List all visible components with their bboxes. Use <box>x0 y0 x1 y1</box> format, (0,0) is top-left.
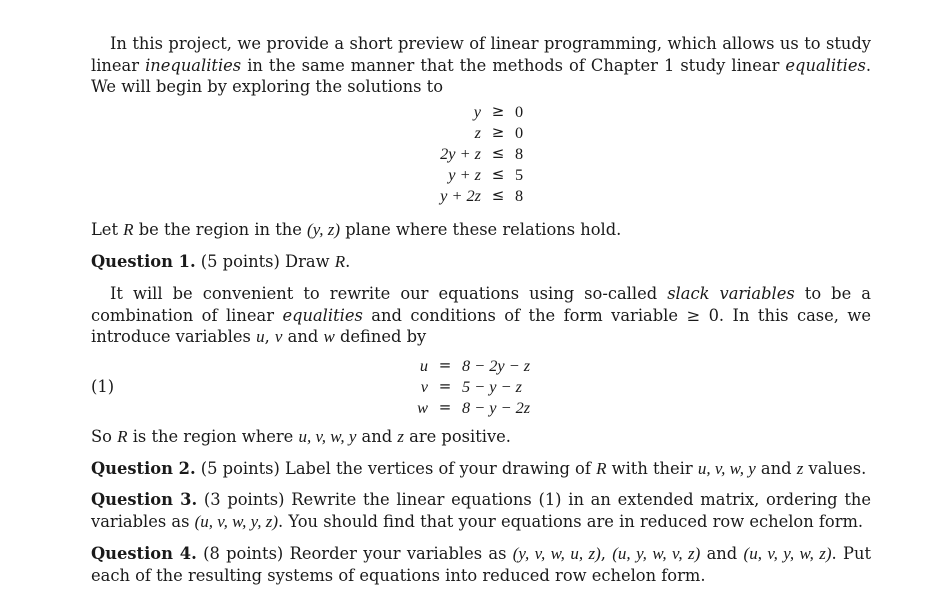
slack-text-5: defined by <box>334 327 427 347</box>
question-3-text-1: (3 points) Rewrite the linear equations (1) in an extended matrix, ordering the variables as <box>91 490 871 531</box>
question-3 <box>91 489 871 532</box>
plane-symbol: (y, z) <box>307 220 341 239</box>
region-text-3: plane where these relations hold. <box>340 220 622 239</box>
equation-lhs: v <box>420 377 428 396</box>
slack-em-term: slack variables <box>667 284 795 303</box>
question-2-text-2: with their <box>606 459 698 478</box>
inequality-row <box>414 122 523 143</box>
positive-condition <box>91 426 871 448</box>
equation-rhs: 8 − 2y − z <box>462 356 531 375</box>
var-u: u <box>256 327 265 347</box>
equation-relation: = <box>438 356 452 374</box>
positive-vars: u, v, w, y <box>298 427 357 446</box>
inequality-rhs: 0 <box>515 102 524 121</box>
intro-text-1: In this project, we provide a short preview of linear programming, which allows us to study linear <box>91 34 871 75</box>
inequality-lhs: z <box>474 123 481 142</box>
slack-text-2: to be a combination of linear <box>91 284 871 325</box>
slack-text-1: It will be convenient to rewrite our equations using so-called <box>110 284 668 303</box>
question-2-var-z: z <box>796 459 804 478</box>
question-2-vars: u, v, w, y <box>697 459 756 478</box>
equation-relation: = <box>438 398 452 416</box>
var-v: v <box>274 327 283 347</box>
intro-em-equalities: equalities <box>785 55 866 75</box>
question-2-region-symbol: R <box>596 459 607 478</box>
region-text-2: be the region in the <box>133 220 308 239</box>
region-definition <box>91 219 871 241</box>
slack-equation-system <box>406 355 530 418</box>
inequality-row <box>414 143 523 164</box>
inequality-row <box>414 185 523 206</box>
question-4 <box>91 543 871 586</box>
question-4-text-2: and <box>700 544 744 563</box>
question-1-text: (5 points) Draw <box>195 252 335 271</box>
var-w: w <box>323 327 335 347</box>
equation-rhs: 5 − y − z <box>462 377 522 396</box>
equation-lhs: w <box>417 398 428 417</box>
inequality-relation: ≥ <box>491 123 505 141</box>
inequality-relation: ≤ <box>491 186 505 204</box>
question-2-text-3: and <box>755 459 797 478</box>
positive-region-symbol: R <box>117 427 128 446</box>
inequality-relation: ≥ <box>491 102 505 120</box>
inequality-row <box>414 101 523 122</box>
intro-paragraph <box>91 33 871 98</box>
slack-paragraph <box>91 283 871 348</box>
inequality-relation: ≤ <box>491 144 505 162</box>
inequality-rhs: 8 <box>515 186 524 205</box>
question-3-label: Question 3. <box>91 490 198 509</box>
positive-text-3: and <box>356 427 398 446</box>
question-4-order-1: (y, v, w, u, z) <box>512 544 601 563</box>
region-text-1: Let <box>91 220 124 239</box>
inequality-rhs: 5 <box>515 165 524 184</box>
equation-rhs: 8 − y − 2z <box>462 398 531 417</box>
question-2 <box>91 458 871 480</box>
question-4-order-3: (u, v, y, w, z) <box>743 544 832 563</box>
inequality-row <box>414 164 523 185</box>
inequality-lhs: 2y + z <box>440 144 481 163</box>
intro-text-3: . We will begin by exploring the solutions to <box>91 55 872 97</box>
question-1-end: . <box>345 252 351 271</box>
question-3-variable-order: (u, v, w, y, z) <box>194 511 279 531</box>
intro-em-inequalities: inequalities <box>145 55 242 75</box>
inequality-relation: ≤ <box>491 165 505 183</box>
intro-text-2: in the same manner that the methods of Chapter 1 study linear <box>241 55 786 75</box>
equation-lhs: u <box>419 356 428 375</box>
inequality-lhs: y <box>473 102 481 121</box>
question-4-text-1: (8 points) Reorder your variables as <box>196 544 513 563</box>
question-4-separator: , <box>600 544 613 563</box>
question-1 <box>91 251 871 273</box>
slack-text-3: and conditions of the form variable ≥ 0. In this case, we introduce variables <box>91 305 871 347</box>
inequality-lhs: y + z <box>448 165 481 184</box>
inequality-lhs: y + 2z <box>440 186 481 205</box>
inequality-rhs: 0 <box>515 123 524 142</box>
slack-comma: , <box>264 327 275 347</box>
equation-row <box>406 397 530 418</box>
equation-tag: (1) <box>91 377 115 396</box>
slack-text-4: and <box>282 327 324 347</box>
inequality-rhs: 8 <box>515 144 524 163</box>
equation-row <box>406 376 530 397</box>
slack-em-equalities: equalities <box>282 305 363 325</box>
positive-text-1: So <box>91 427 118 446</box>
question-1-label: Question 1. <box>91 252 196 271</box>
question-4-order-2: (u, y, w, v, z) <box>612 544 701 563</box>
question-2-label: Question 2. <box>91 459 196 478</box>
question-3-text-2: . You should find that your equations are in reduced row echelon form. <box>278 511 864 531</box>
equation-row <box>406 355 530 376</box>
positive-text-2: is the region where <box>127 427 299 446</box>
positive-var-z: z <box>397 427 404 446</box>
question-1-region-symbol: R <box>334 252 346 271</box>
question-4-label: Question 4. <box>91 544 197 563</box>
positive-text-4: are positive. <box>403 427 511 446</box>
question-2-text-1: (5 points) Label the vertices of your drawing of <box>195 459 597 478</box>
inequality-system <box>414 101 523 206</box>
equation-relation: = <box>438 377 452 395</box>
question-4-text-3: . Put each of the resulting systems of equations into reduced row echelon form. <box>91 544 872 585</box>
question-2-text-4: values. <box>803 459 867 478</box>
region-symbol: R <box>123 220 134 239</box>
